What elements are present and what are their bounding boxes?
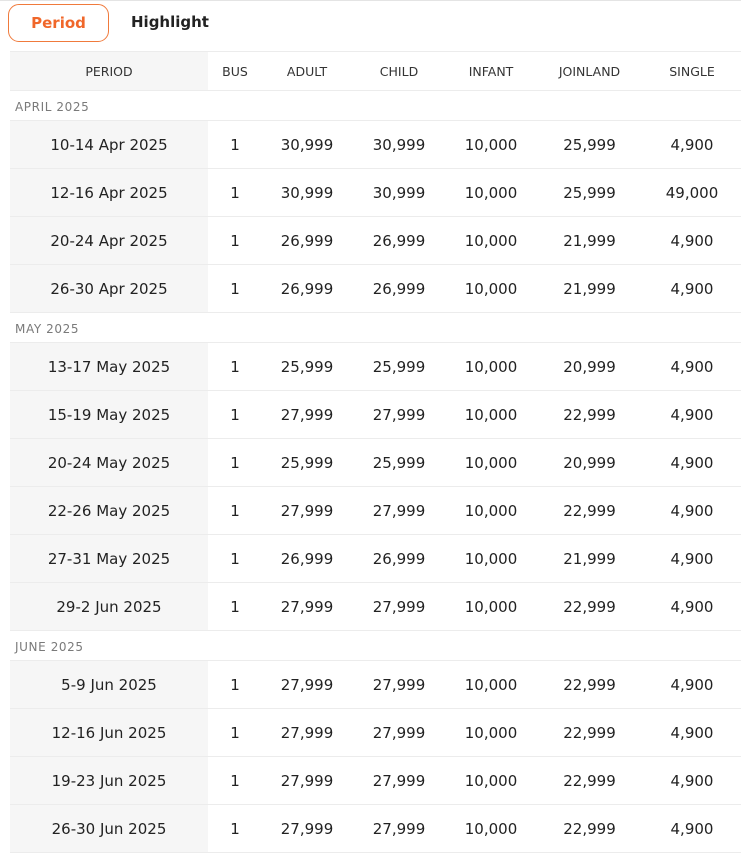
- table-row: [10, 535, 741, 583]
- month-group-label: APRIL 2025: [10, 91, 741, 121]
- cell-bus: 1: [230, 183, 240, 202]
- table-row: [10, 169, 741, 217]
- cell-joinland: 20,999: [563, 357, 616, 376]
- cell-period: 13-17 May 2025: [10, 343, 208, 390]
- cell-period: 20-24 May 2025: [10, 439, 208, 486]
- cell-child: 25,999: [372, 357, 426, 376]
- cell-child: 30,999: [372, 135, 426, 154]
- cell-adult: 27,999: [280, 501, 334, 520]
- cell-period: 22-26 May 2025: [10, 487, 208, 534]
- cell-infant: 10,000: [464, 231, 518, 250]
- header-bus: BUS: [222, 63, 248, 79]
- table-header-row: [10, 51, 741, 91]
- cell-child: 27,999: [372, 501, 426, 520]
- cell-joinland: 22,999: [563, 405, 616, 424]
- cell-adult: 27,999: [280, 819, 334, 838]
- cell-single: 4,900: [670, 231, 714, 250]
- cell-adult: 26,999: [280, 231, 334, 250]
- cell-child: 26,999: [372, 231, 426, 250]
- cell-single: 4,900: [670, 405, 714, 424]
- cell-joinland: 21,999: [563, 549, 616, 568]
- cell-bus: 1: [230, 405, 240, 424]
- cell-infant: 10,000: [464, 723, 518, 742]
- cell-infant: 10,000: [464, 597, 518, 616]
- month-group-label: MAY 2025: [10, 313, 741, 343]
- cell-child: 25,999: [372, 453, 426, 472]
- table-row: [10, 487, 741, 535]
- cell-single: 4,900: [670, 771, 714, 790]
- cell-infant: 10,000: [464, 183, 518, 202]
- cell-single: 49,000: [665, 183, 719, 202]
- table-row: [10, 661, 741, 709]
- cell-period: 29-2 Jun 2025: [10, 583, 208, 630]
- table-row: [10, 121, 741, 169]
- cell-adult: 27,999: [280, 675, 334, 694]
- cell-bus: 1: [230, 231, 240, 250]
- cell-child: 27,999: [372, 405, 426, 424]
- cell-joinland: 22,999: [563, 597, 616, 616]
- header-child: CHILD: [379, 63, 419, 79]
- table-row: [10, 343, 741, 391]
- cell-child: 27,999: [372, 723, 426, 742]
- header-joinland: JOINLAND: [558, 63, 621, 79]
- cell-child: 26,999: [372, 279, 426, 298]
- cell-joinland: 25,999: [563, 135, 616, 154]
- cell-bus: 1: [230, 723, 240, 742]
- cell-bus: 1: [230, 675, 240, 694]
- cell-infant: 10,000: [464, 819, 518, 838]
- cell-child: 27,999: [372, 771, 426, 790]
- cell-bus: 1: [230, 453, 240, 472]
- cell-infant: 10,000: [464, 501, 518, 520]
- cell-joinland: 22,999: [563, 771, 616, 790]
- cell-infant: 10,000: [464, 279, 518, 298]
- cell-child: 30,999: [372, 183, 426, 202]
- cell-infant: 10,000: [464, 357, 518, 376]
- price-table: [10, 51, 741, 853]
- cell-period: 12-16 Apr 2025: [10, 169, 208, 216]
- cell-single: 4,900: [670, 501, 714, 520]
- cell-infant: 10,000: [464, 771, 518, 790]
- cell-adult: 26,999: [280, 279, 334, 298]
- cell-period: 26-30 Apr 2025: [10, 265, 208, 312]
- cell-joinland: 22,999: [563, 723, 616, 742]
- cell-bus: 1: [230, 135, 240, 154]
- cell-period: 26-30 Jun 2025: [10, 805, 208, 852]
- cell-single: 4,900: [670, 549, 714, 568]
- cell-bus: 1: [230, 501, 240, 520]
- month-group-label: JUNE 2025: [10, 631, 741, 661]
- header-infant: INFANT: [468, 63, 514, 79]
- cell-single: 4,900: [670, 675, 714, 694]
- cell-bus: 1: [230, 279, 240, 298]
- cell-infant: 10,000: [464, 453, 518, 472]
- cell-joinland: 22,999: [563, 501, 616, 520]
- cell-single: 4,900: [670, 279, 714, 298]
- cell-period: 5-9 Jun 2025: [10, 661, 208, 708]
- cell-single: 4,900: [670, 723, 714, 742]
- cell-adult: 27,999: [280, 723, 334, 742]
- cell-period: 20-24 Apr 2025: [10, 217, 208, 264]
- table-row: [10, 391, 741, 439]
- cell-bus: 1: [230, 819, 240, 838]
- cell-period: 27-31 May 2025: [10, 535, 208, 582]
- cell-infant: 10,000: [464, 549, 518, 568]
- cell-bus: 1: [230, 597, 240, 616]
- cell-bus: 1: [230, 357, 240, 376]
- cell-bus: 1: [230, 771, 240, 790]
- cell-adult: 27,999: [280, 405, 334, 424]
- cell-child: 27,999: [372, 819, 426, 838]
- cell-joinland: 25,999: [563, 183, 616, 202]
- cell-infant: 10,000: [464, 135, 518, 154]
- cell-child: 27,999: [372, 597, 426, 616]
- cell-period: 10-14 Apr 2025: [10, 121, 208, 168]
- table-row: [10, 217, 741, 265]
- cell-adult: 30,999: [280, 183, 334, 202]
- cell-joinland: 20,999: [563, 453, 616, 472]
- cell-joinland: 22,999: [563, 819, 616, 838]
- cell-period: 15-19 May 2025: [10, 391, 208, 438]
- cell-joinland: 21,999: [563, 231, 616, 250]
- cell-bus: 1: [230, 549, 240, 568]
- cell-period: 19-23 Jun 2025: [10, 757, 208, 804]
- cell-period: 12-16 Jun 2025: [10, 709, 208, 756]
- cell-single: 4,900: [670, 135, 714, 154]
- cell-child: 26,999: [372, 549, 426, 568]
- table-row: [10, 757, 741, 805]
- cell-adult: 26,999: [280, 549, 334, 568]
- cell-child: 27,999: [372, 675, 426, 694]
- table-row: [10, 265, 741, 313]
- tab-highlight[interactable]: Highlight: [131, 13, 209, 31]
- table-row: [10, 583, 741, 631]
- tab-bar: [0, 0, 741, 47]
- header-single: SINGLE: [669, 63, 715, 79]
- cell-adult: 30,999: [280, 135, 334, 154]
- cell-joinland: 22,999: [563, 675, 616, 694]
- header-period: PERIOD: [10, 52, 208, 90]
- cell-joinland: 21,999: [563, 279, 616, 298]
- cell-infant: 10,000: [464, 675, 518, 694]
- cell-adult: 27,999: [280, 597, 334, 616]
- cell-single: 4,900: [670, 453, 714, 472]
- cell-adult: 25,999: [280, 357, 334, 376]
- table-row: [10, 709, 741, 757]
- cell-single: 4,900: [670, 819, 714, 838]
- cell-adult: 27,999: [280, 771, 334, 790]
- table-row: [10, 439, 741, 487]
- tab-period[interactable]: Period: [8, 4, 109, 42]
- cell-infant: 10,000: [464, 405, 518, 424]
- cell-single: 4,900: [670, 357, 714, 376]
- cell-single: 4,900: [670, 597, 714, 616]
- cell-adult: 25,999: [280, 453, 334, 472]
- header-adult: ADULT: [286, 63, 328, 79]
- table-body: [10, 91, 741, 853]
